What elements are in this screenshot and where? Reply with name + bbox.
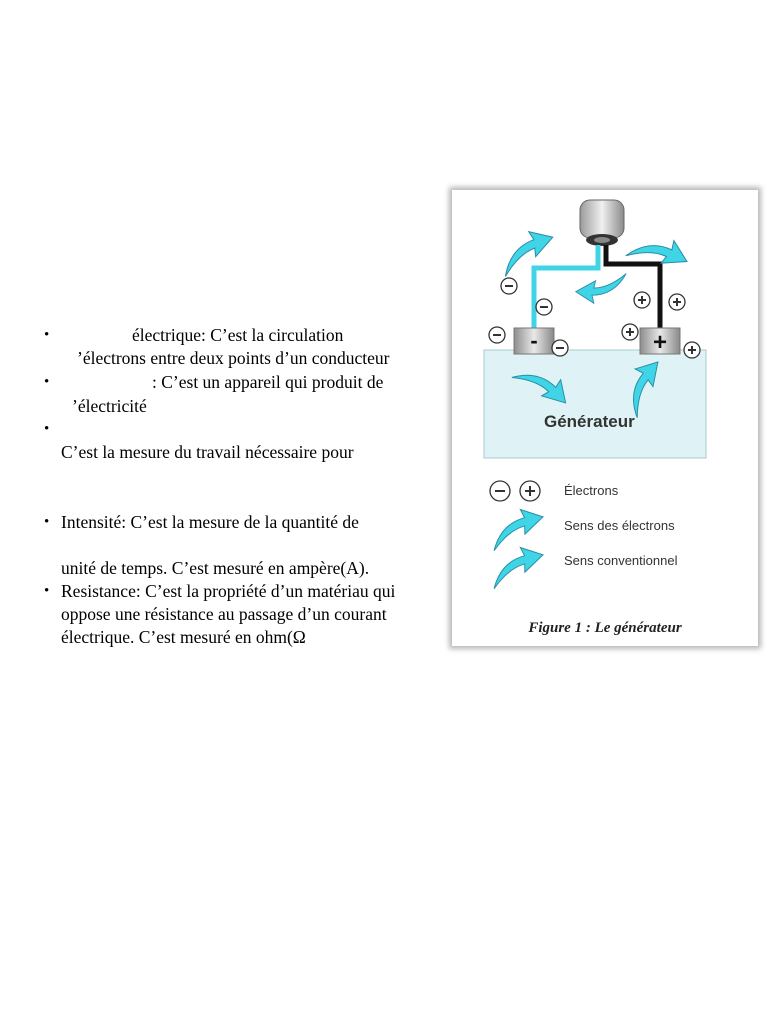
svg-text:+: +	[652, 329, 668, 356]
definition-intensity-line-1: Intensité: C’est la mesure de la quantité de	[61, 512, 359, 532]
arrow-icon	[576, 274, 626, 304]
bullet-marker: •	[44, 583, 50, 599]
svg-text:-: -	[530, 328, 538, 353]
legend-electron-icons	[490, 481, 540, 501]
legend-electrons: Électrons	[564, 483, 619, 498]
definition-current-line-2: ’électrons entre deux points d’un conducteur	[77, 348, 390, 368]
figure-caption: Figure 1 : Le générateur	[528, 620, 682, 636]
definition-voltage-line-2: C’est la mesure du travail nécessaire pour	[61, 442, 354, 462]
negative-terminal	[514, 328, 554, 354]
bullet-marker: •	[44, 327, 50, 343]
legend-electron-arrow-icon	[486, 504, 549, 550]
legend-electron-direction: Sens des électrons	[564, 518, 675, 533]
definition-resistance-line-2: oppose une résistance au passage d’un courant	[61, 604, 387, 624]
bullet-marker: •	[44, 514, 50, 530]
definition-intensity-line-3: unité de temps. C’est mesuré en ampère(A).	[61, 558, 370, 578]
definition-current-line-1: électrique: C’est la circulation	[132, 325, 344, 345]
generator-figure	[452, 190, 758, 646]
legend-conventional-direction: Sens conventionnel	[564, 553, 678, 568]
definition-generator-line-1: : C’est un appareil qui produit de	[152, 372, 384, 392]
bulb-icon	[580, 200, 624, 246]
bullet-marker: •	[44, 421, 50, 437]
definition-resistance-line-3: électrique. C’est mesuré en ohm(Ω	[61, 627, 306, 647]
generator-body	[484, 350, 706, 458]
generator-label: Générateur	[544, 412, 635, 431]
positive-terminal	[640, 328, 680, 356]
definition-generator-line-2: ’électricité	[72, 396, 147, 416]
bullet-marker: •	[44, 374, 50, 390]
definition-resistance-line-1: Resistance: C’est la propriété d’un matériau qui	[61, 581, 396, 601]
